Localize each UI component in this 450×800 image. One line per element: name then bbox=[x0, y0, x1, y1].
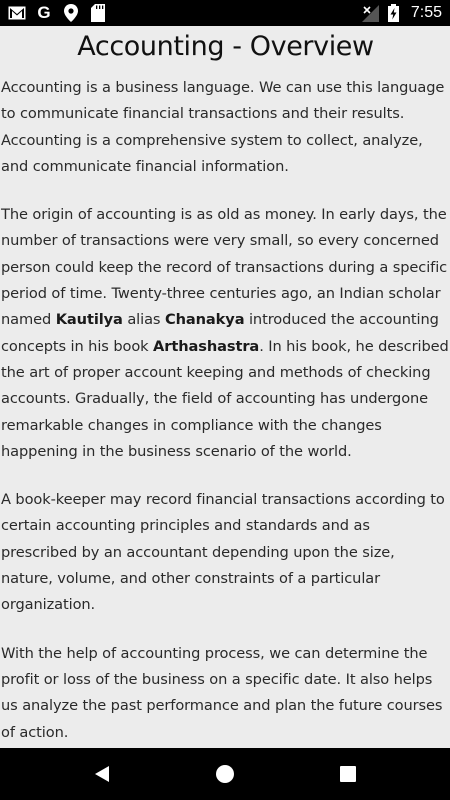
no-signal-icon bbox=[361, 4, 379, 22]
paragraph-text: A book-keeper may record financial transactions according to certain accounting principles and standards and as prescribed by an accountant depending upon the size, nature, volume, and other constraints of a particular organization. bbox=[1, 491, 445, 614]
system-icons bbox=[361, 4, 442, 22]
gmail-icon bbox=[8, 4, 26, 22]
paragraph-text: Accounting is a business language. We can use this language to communicate financial transactions and their results. Accounting is a comprehensive system to collect, analyze, and communicate financial information. bbox=[1, 79, 445, 175]
paragraph bbox=[1, 202, 450, 465]
paragraph bbox=[1, 641, 450, 746]
paragraph-text: alias bbox=[122, 311, 165, 329]
home-circle-icon bbox=[215, 764, 235, 784]
paragraph-text: With the help of accounting process, we can determine the profit or loss of the business on a specific date. It also helps us analyze the past performance and plan the future courses of action. bbox=[1, 644, 443, 741]
back-button[interactable] bbox=[82, 754, 122, 794]
status-bar bbox=[0, 0, 450, 26]
paragraph-text: . In his book, he described the art of proper account keeping and methods of checking accounts. Gradually, the field of accounting has undergone remarkable changes in compliance with the changes happening in the business scenario of the world. bbox=[1, 337, 449, 460]
paragraph-text: introduced the accounting concepts in his book bbox=[1, 311, 439, 355]
battery-charging-icon bbox=[385, 4, 403, 22]
paragraph-text: The origin of accounting is as old as money. In early days, the number of transactions were very small, so every concerned person could keep the record of transactions during a specific period of time. Twenty-three centuries ago, an Indian scholar named bbox=[1, 206, 448, 329]
back-triangle-icon bbox=[93, 765, 111, 783]
page-title: Accounting - Overview bbox=[77, 31, 374, 62]
clock: 7:55 bbox=[410, 4, 442, 21]
paragraph bbox=[1, 75, 450, 180]
bold-term: Kautilya bbox=[55, 311, 123, 329]
recents-button[interactable] bbox=[328, 754, 368, 794]
location-icon bbox=[62, 4, 80, 22]
notification-icons bbox=[8, 4, 107, 22]
paragraph bbox=[1, 487, 450, 618]
home-button[interactable] bbox=[205, 754, 245, 794]
recents-square-icon bbox=[340, 766, 356, 782]
sd-card-icon bbox=[89, 4, 107, 22]
bold-term: Arthashastra bbox=[153, 337, 260, 355]
bold-term: Chanakya bbox=[164, 311, 245, 329]
google-icon: G bbox=[37, 3, 51, 22]
article-body bbox=[1, 75, 450, 746]
navigation-bar bbox=[0, 748, 450, 800]
article-content[interactable] bbox=[0, 26, 450, 748]
